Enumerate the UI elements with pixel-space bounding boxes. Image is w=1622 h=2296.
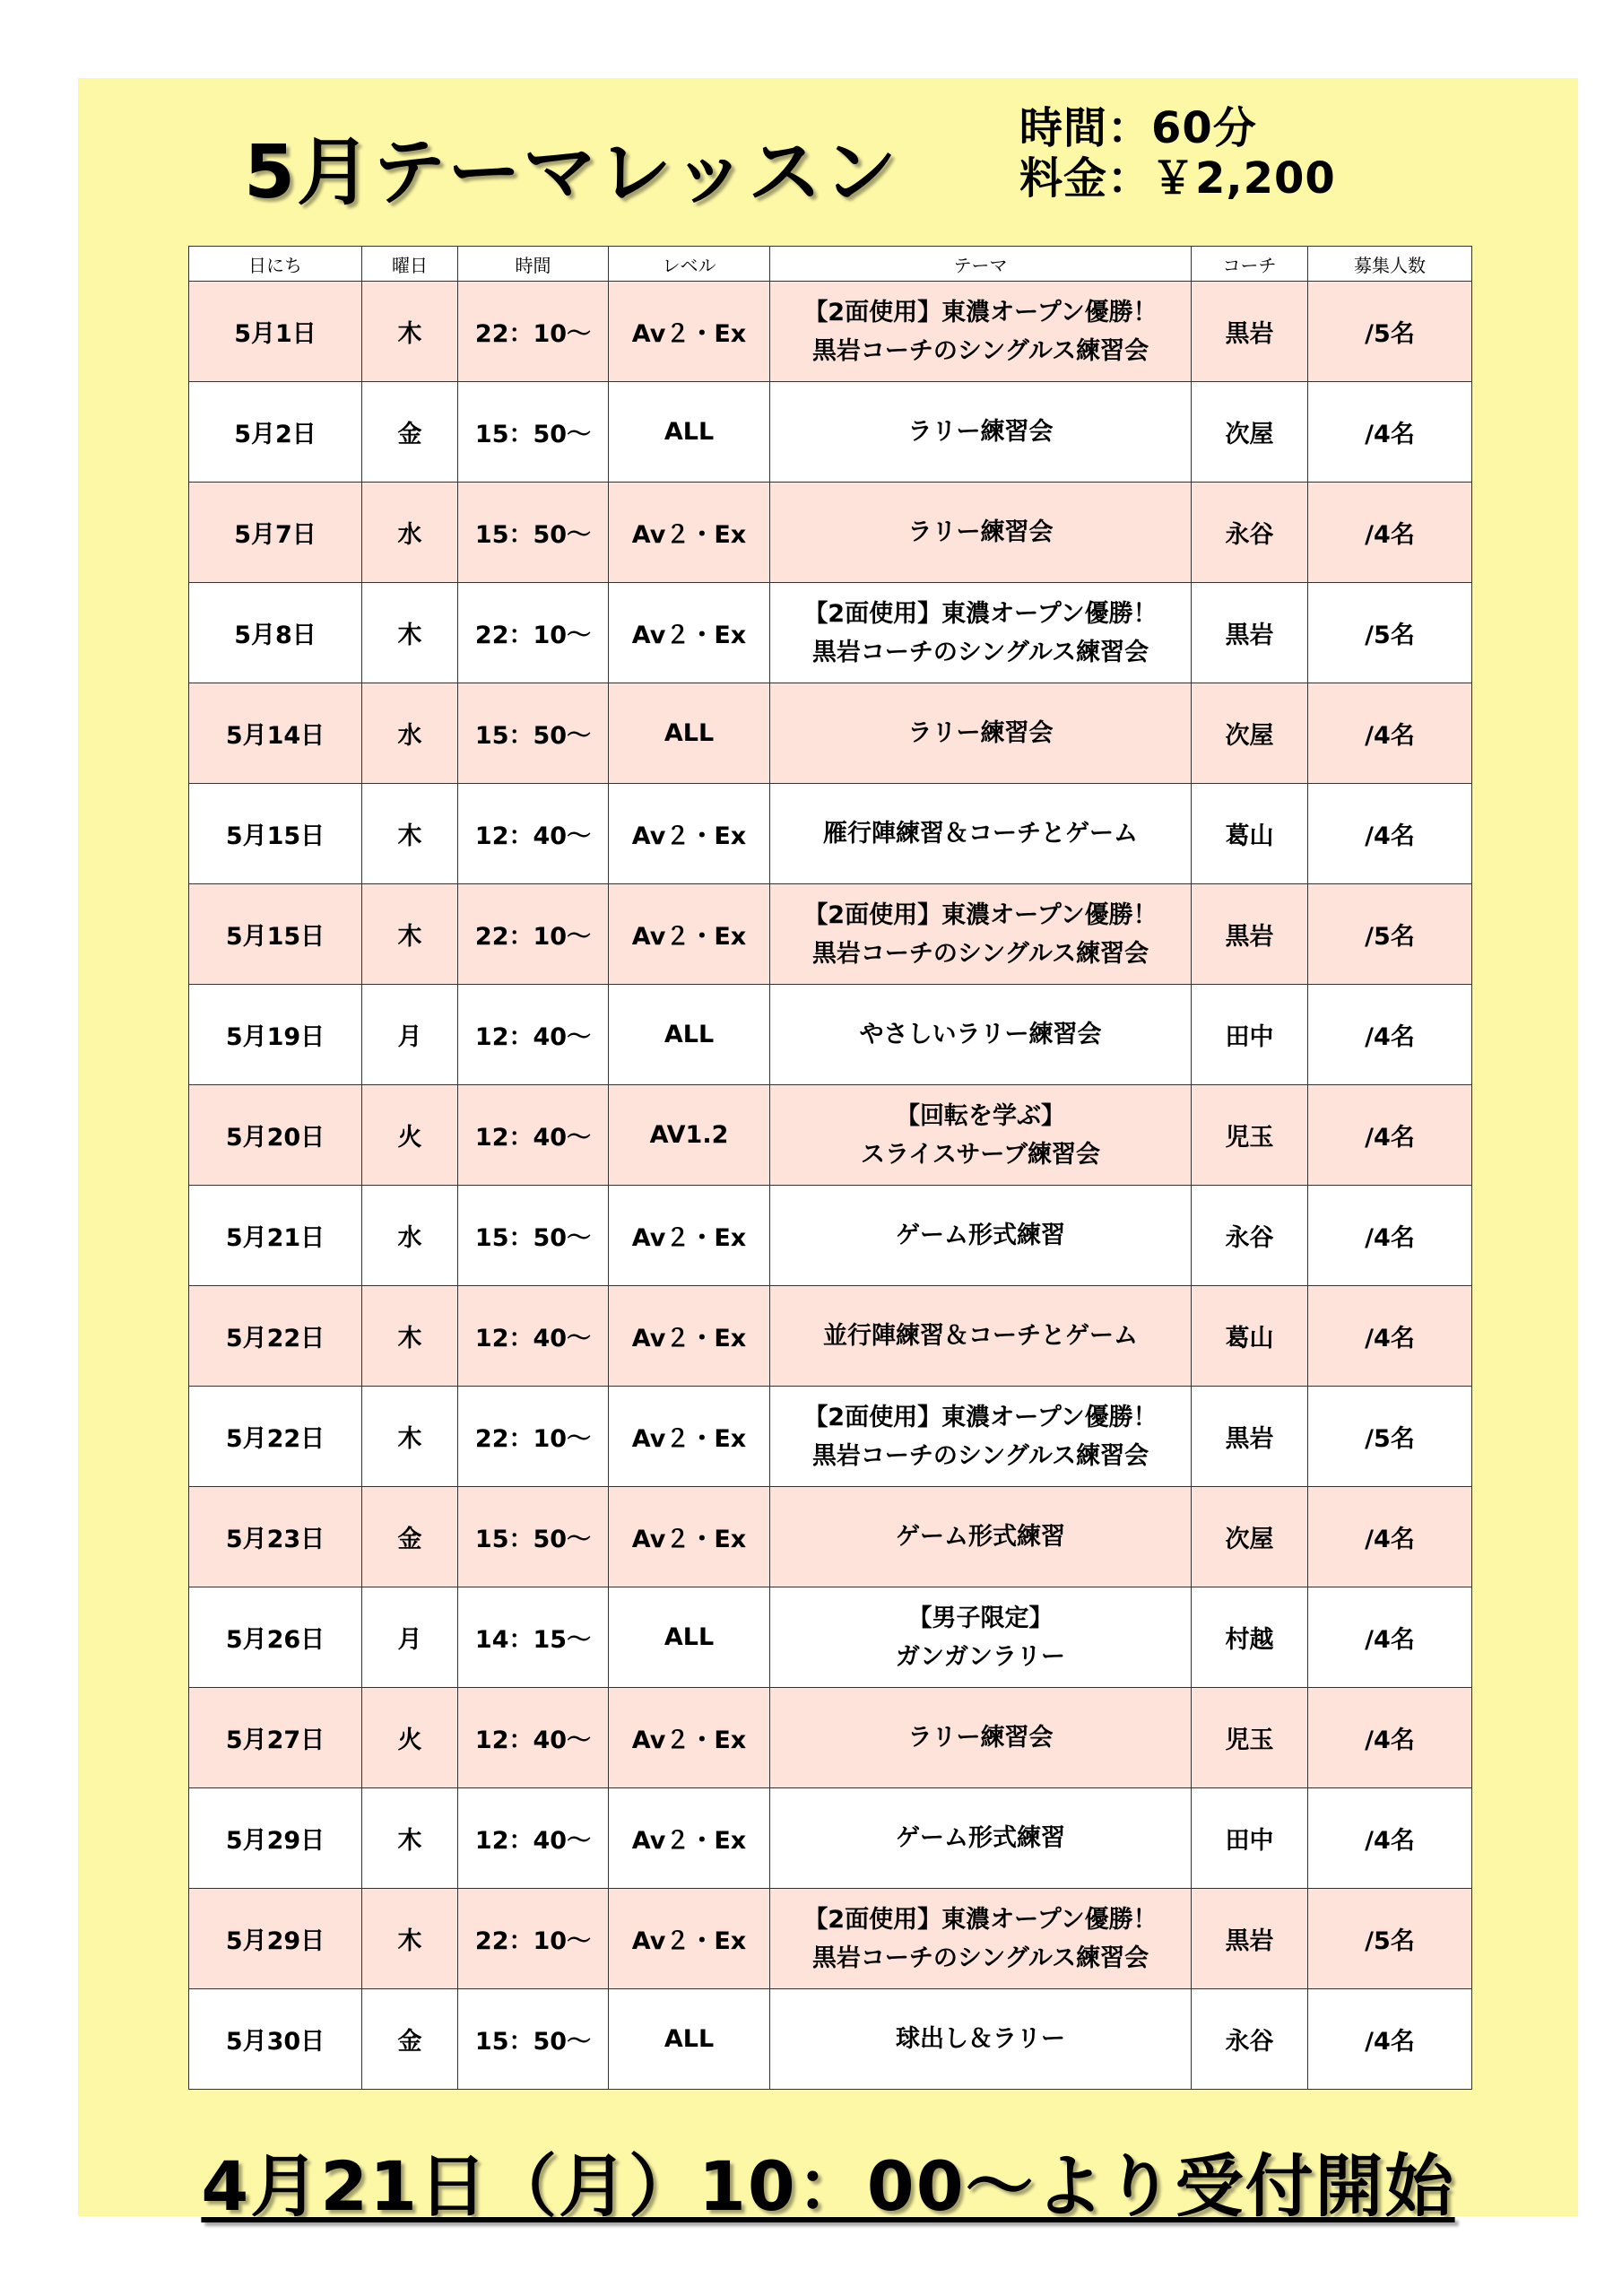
cell-day: 木	[362, 784, 458, 884]
cell-time: 22：10〜	[458, 583, 609, 683]
cell-capacity: /5名	[1308, 884, 1472, 985]
cell-level: ALL	[609, 1587, 770, 1688]
cell-theme: 【2面使用】東濃オープン優勝！ 黒岩コーチのシングルス練習会	[770, 1387, 1192, 1487]
table-row	[189, 382, 1472, 483]
header-day: 曜日	[362, 247, 458, 282]
cell-day: 木	[362, 282, 458, 382]
cell-day: 木	[362, 1788, 458, 1889]
header-coach: コーチ	[1192, 247, 1308, 282]
cell-capacity: /4名	[1308, 683, 1472, 784]
cell-time: 22：10〜	[458, 282, 609, 382]
table-row	[189, 683, 1472, 784]
cell-theme: 球出し＆ラリー	[770, 1989, 1192, 2090]
table-row	[189, 1688, 1472, 1788]
cell-coach: 黒岩	[1192, 1387, 1308, 1487]
cell-capacity: /5名	[1308, 1889, 1472, 1989]
cell-level: Av２・Ex	[609, 784, 770, 884]
cell-level: Av２・Ex	[609, 282, 770, 382]
cell-day: 金	[362, 1989, 458, 2090]
cell-coach: 黒岩	[1192, 282, 1308, 382]
cell-level: ALL	[609, 382, 770, 483]
cell-day: 木	[362, 884, 458, 985]
table-row	[189, 784, 1472, 884]
cell-theme: 【男子限定】 ガンガンラリー	[770, 1587, 1192, 1688]
cell-level: ALL	[609, 683, 770, 784]
cell-capacity: /4名	[1308, 784, 1472, 884]
cell-time: 22：10〜	[458, 1889, 609, 1989]
cell-coach: 葛山	[1192, 1286, 1308, 1387]
cell-capacity: /4名	[1308, 382, 1472, 483]
cell-capacity: /4名	[1308, 1487, 1472, 1587]
cell-date: 5月15日	[189, 884, 362, 985]
cell-date: 5月21日	[189, 1186, 362, 1286]
cell-level: ALL	[609, 985, 770, 1085]
registration-start: 4月21日（月）10：00〜より受付開始	[201, 2146, 1455, 2226]
cell-day: 水	[362, 1186, 458, 1286]
cell-coach: 黒岩	[1192, 583, 1308, 683]
cell-time: 14：15〜	[458, 1587, 609, 1688]
header-level: レベル	[609, 247, 770, 282]
cell-date: 5月2日	[189, 382, 362, 483]
table-row	[189, 1387, 1472, 1487]
cell-time: 15：50〜	[458, 382, 609, 483]
cell-day: 木	[362, 1387, 458, 1487]
header-time: 時間	[458, 247, 609, 282]
table-row	[189, 1487, 1472, 1587]
cell-theme: ラリー練習会	[770, 683, 1192, 784]
cell-coach: 次屋	[1192, 382, 1308, 483]
cell-date: 5月19日	[189, 985, 362, 1085]
cell-coach: 児玉	[1192, 1085, 1308, 1186]
cell-coach: 田中	[1192, 985, 1308, 1085]
cell-day: 木	[362, 1286, 458, 1387]
cell-time: 15：50〜	[458, 483, 609, 583]
cell-coach: 葛山	[1192, 784, 1308, 884]
cell-coach: 黒岩	[1192, 884, 1308, 985]
cell-day: 木	[362, 1889, 458, 1989]
table-row	[189, 583, 1472, 683]
cell-theme: 【2面使用】東濃オープン優勝！ 黒岩コーチのシングルス練習会	[770, 583, 1192, 683]
cell-date: 5月1日	[189, 282, 362, 382]
header-date: 日にち	[189, 247, 362, 282]
cell-theme: 【2面使用】東濃オープン優勝！ 黒岩コーチのシングルス練習会	[770, 1889, 1192, 1989]
cell-date: 5月14日	[189, 683, 362, 784]
cell-coach: 永谷	[1192, 1989, 1308, 2090]
cell-theme: ラリー練習会	[770, 1688, 1192, 1788]
cell-level: Av２・Ex	[609, 1889, 770, 1989]
cell-coach: 永谷	[1192, 1186, 1308, 1286]
cell-date: 5月22日	[189, 1286, 362, 1387]
cell-coach: 黒岩	[1192, 1889, 1308, 1989]
cell-level: Av２・Ex	[609, 1487, 770, 1587]
cell-level: Av２・Ex	[609, 884, 770, 985]
cell-theme: 雁行陣練習＆コーチとゲーム	[770, 784, 1192, 884]
table-row	[189, 884, 1472, 985]
cell-capacity: /4名	[1308, 1989, 1472, 2090]
table-row	[189, 282, 1472, 382]
cell-theme: 【2面使用】東濃オープン優勝！ 黒岩コーチのシングルス練習会	[770, 884, 1192, 985]
cell-theme: ゲーム形式練習	[770, 1487, 1192, 1587]
cell-level: Av２・Ex	[609, 483, 770, 583]
cell-theme: 【2面使用】東濃オープン優勝！ 黒岩コーチのシングルス練習会	[770, 282, 1192, 382]
page-title: 5月テーマレッスン	[244, 130, 899, 215]
lesson-poster	[78, 78, 1578, 2226]
cell-day: 金	[362, 1487, 458, 1587]
table-row	[189, 1085, 1472, 1186]
cell-level: Av２・Ex	[609, 1688, 770, 1788]
cell-capacity: /4名	[1308, 1286, 1472, 1387]
cell-day: 水	[362, 683, 458, 784]
cell-date: 5月8日	[189, 583, 362, 683]
cell-time: 22：10〜	[458, 884, 609, 985]
cell-capacity: /4名	[1308, 985, 1472, 1085]
cell-level: Av２・Ex	[609, 1286, 770, 1387]
cell-theme: やさしいラリー練習会	[770, 985, 1192, 1085]
cell-capacity: /5名	[1308, 583, 1472, 683]
cell-date: 5月23日	[189, 1487, 362, 1587]
cell-theme: ゲーム形式練習	[770, 1788, 1192, 1889]
table-row	[189, 483, 1472, 583]
cell-capacity: /5名	[1308, 1387, 1472, 1487]
header-theme: テーマ	[770, 247, 1192, 282]
cell-day: 月	[362, 1587, 458, 1688]
cell-day: 水	[362, 483, 458, 583]
cell-day: 金	[362, 382, 458, 483]
cell-coach: 次屋	[1192, 683, 1308, 784]
cell-theme: ゲーム形式練習	[770, 1186, 1192, 1286]
cell-date: 5月29日	[189, 1889, 362, 1989]
cell-day: 木	[362, 583, 458, 683]
cell-time: 12：40〜	[458, 1286, 609, 1387]
cell-date: 5月26日	[189, 1587, 362, 1688]
schedule-body	[189, 282, 1472, 2090]
cell-level: AV1.2	[609, 1085, 770, 1186]
table-row	[189, 1989, 1472, 2090]
cell-theme: ラリー練習会	[770, 483, 1192, 583]
cell-coach: 次屋	[1192, 1487, 1308, 1587]
cell-level: Av２・Ex	[609, 583, 770, 683]
cell-coach: 村越	[1192, 1587, 1308, 1688]
cell-time: 15：50〜	[458, 1186, 609, 1286]
cell-theme: 並行陣練習＆コーチとゲーム	[770, 1286, 1192, 1387]
cell-time: 12：40〜	[458, 1788, 609, 1889]
cell-time: 12：40〜	[458, 784, 609, 884]
table-row	[189, 1889, 1472, 1989]
header-capacity: 募集人数	[1308, 247, 1472, 282]
price-label: 料金：￥2,200	[1019, 153, 1336, 204]
cell-date: 5月7日	[189, 483, 362, 583]
cell-date: 5月30日	[189, 1989, 362, 2090]
cell-time: 22：10〜	[458, 1387, 609, 1487]
cell-date: 5月22日	[189, 1387, 362, 1487]
table-header-row	[189, 247, 1472, 282]
cell-day: 火	[362, 1688, 458, 1788]
duration-label: 時間：60分	[1019, 103, 1257, 153]
cell-capacity: /4名	[1308, 483, 1472, 583]
cell-level: Av２・Ex	[609, 1387, 770, 1487]
cell-capacity: /4名	[1308, 1688, 1472, 1788]
schedule-table	[188, 246, 1472, 2090]
cell-day: 月	[362, 985, 458, 1085]
cell-capacity: /4名	[1308, 1186, 1472, 1286]
cell-coach: 田中	[1192, 1788, 1308, 1889]
cell-theme: 【回転を学ぶ】 スライスサーブ練習会	[770, 1085, 1192, 1186]
cell-capacity: /4名	[1308, 1587, 1472, 1688]
cell-date: 5月20日	[189, 1085, 362, 1186]
cell-time: 12：40〜	[458, 1085, 609, 1186]
cell-time: 12：40〜	[458, 1688, 609, 1788]
cell-level: ALL	[609, 1989, 770, 2090]
cell-date: 5月29日	[189, 1788, 362, 1889]
cell-time: 12：40〜	[458, 985, 609, 1085]
cell-date: 5月15日	[189, 784, 362, 884]
table-row	[189, 985, 1472, 1085]
cell-capacity: /4名	[1308, 1788, 1472, 1889]
cell-capacity: /4名	[1308, 1085, 1472, 1186]
cell-time: 15：50〜	[458, 1989, 609, 2090]
table-row	[189, 1587, 1472, 1688]
cell-time: 15：50〜	[458, 1487, 609, 1587]
cell-time: 15：50〜	[458, 683, 609, 784]
cell-level: Av２・Ex	[609, 1186, 770, 1286]
cell-theme: ラリー練習会	[770, 382, 1192, 483]
cell-coach: 児玉	[1192, 1688, 1308, 1788]
table-row	[189, 1286, 1472, 1387]
table-row	[189, 1186, 1472, 1286]
lesson-info	[1019, 103, 1336, 204]
table-row	[189, 1788, 1472, 1889]
cell-capacity: /5名	[1308, 282, 1472, 382]
cell-level: Av２・Ex	[609, 1788, 770, 1889]
cell-coach: 永谷	[1192, 483, 1308, 583]
cell-day: 火	[362, 1085, 458, 1186]
cell-date: 5月27日	[189, 1688, 362, 1788]
